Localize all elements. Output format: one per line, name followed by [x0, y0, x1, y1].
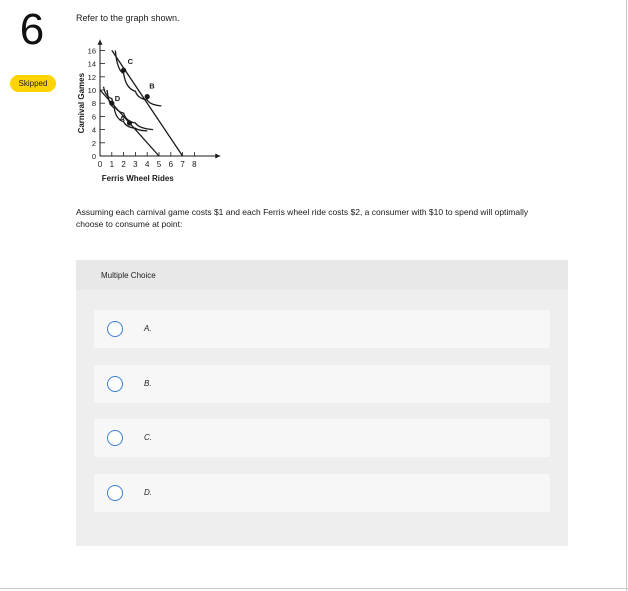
- choice-option-c[interactable]: [94, 419, 550, 457]
- frame-divider-right: [626, 0, 627, 591]
- choice-label-c: C.: [144, 433, 152, 442]
- x-tick-label: 6: [168, 160, 174, 169]
- y-tick-label: 4: [91, 125, 96, 135]
- x-tick-label: 2: [121, 160, 126, 169]
- question-text: Assuming each carnival game costs $1 and each Ferris wheel ride costs $2, a consumer with $10 to spend will optimally choose to consume at point:: [76, 207, 529, 229]
- point-b-marker: [145, 94, 150, 99]
- x-tick-label: 3: [133, 160, 138, 169]
- x-tick-label: 0: [97, 160, 103, 169]
- indifference-curve-2: [107, 90, 147, 131]
- y-tick-label: 8: [91, 99, 96, 109]
- y-axis-arrow: [98, 40, 103, 45]
- y-tick-label: 0: [91, 152, 96, 161]
- point-d-label: D: [114, 94, 121, 104]
- y-tick-label: 14: [87, 59, 96, 69]
- multiple-choice-header: [76, 260, 568, 290]
- radio-button-b[interactable]: [107, 376, 123, 392]
- x-axis-arrow: [215, 154, 220, 159]
- radio-button-a[interactable]: [107, 321, 123, 337]
- choice-label-a: A.: [144, 324, 152, 333]
- radio-button-d[interactable]: [107, 485, 123, 501]
- x-tick-label: 1: [109, 160, 115, 169]
- multiple-choice-panel: [76, 260, 568, 546]
- frame-divider-bottom: [0, 588, 628, 589]
- choice-option-b[interactable]: [94, 365, 550, 403]
- y-tick-label: 6: [91, 112, 96, 122]
- indifference-curve-chart: [76, 34, 286, 190]
- x-tick-label: 8: [192, 160, 197, 169]
- y-tick-label: 10: [87, 86, 96, 95]
- y-tick-label: 16: [87, 46, 96, 56]
- point-a-label: A: [119, 114, 125, 123]
- point-c-marker: [121, 68, 126, 73]
- point-a-marker: [127, 120, 132, 125]
- y-axis-title: Carnival Games: [77, 72, 86, 134]
- choice-option-d[interactable]: [94, 474, 550, 512]
- choice-label-b: B.: [144, 379, 152, 388]
- x-tick-label: 4: [144, 160, 150, 169]
- choice-label-d: D.: [144, 488, 152, 497]
- choice-option-a[interactable]: [94, 310, 550, 348]
- question-number: 6: [19, 5, 45, 54]
- x-tick-label: 5: [156, 160, 162, 169]
- point-c-label: C: [127, 57, 134, 67]
- multiple-choice-title: Multiple Choice: [101, 271, 156, 280]
- x-axis-title: Ferris Wheel Rides: [101, 174, 174, 183]
- y-tick-label: 12: [87, 72, 96, 82]
- y-tick-label: 2: [91, 138, 96, 148]
- x-tick-label: 7: [180, 160, 185, 169]
- question-prompt: Refer to the graph shown.: [76, 13, 180, 23]
- radio-button-c[interactable]: [107, 430, 123, 446]
- graph: [76, 34, 286, 195]
- indifference-curve-4: [115, 50, 161, 105]
- budget-line-1: [112, 50, 183, 156]
- point-b-label: B: [149, 81, 155, 91]
- point-d-marker: [109, 101, 114, 106]
- status-badge: Skipped: [10, 75, 56, 92]
